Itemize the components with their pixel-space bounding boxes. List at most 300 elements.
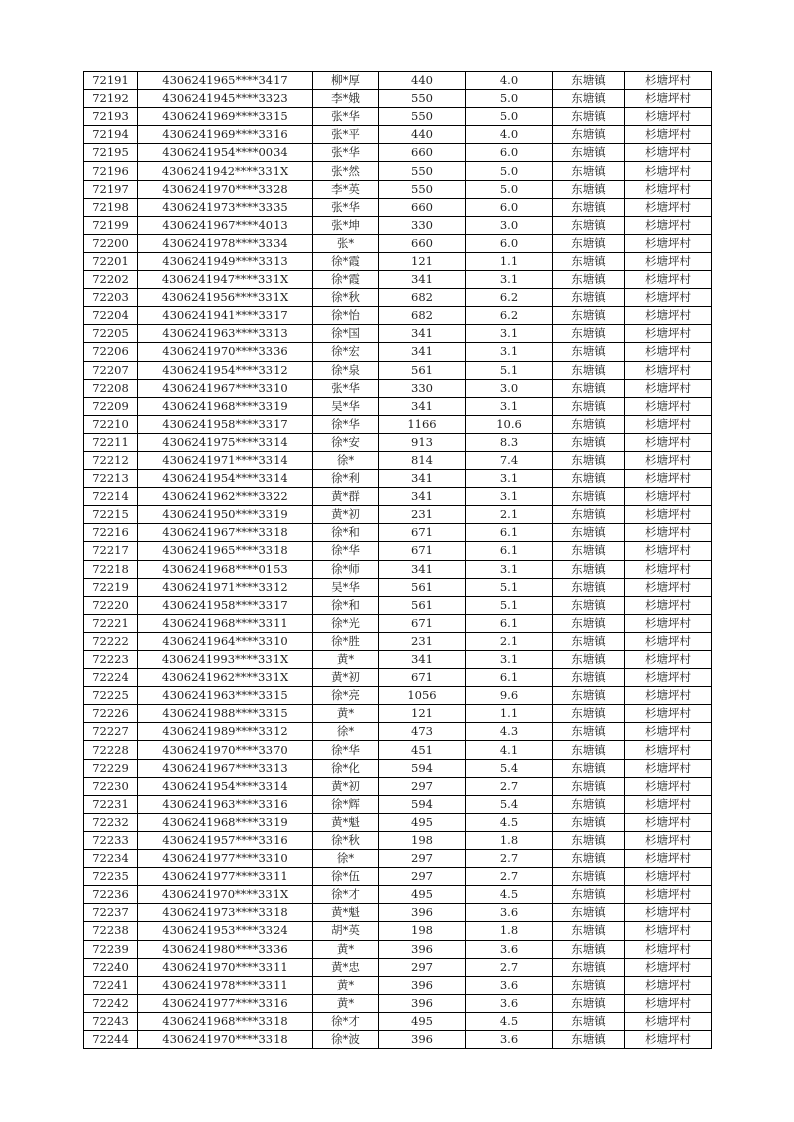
record-number-cell: 72209	[84, 397, 138, 415]
village-cell: 杉塘坪村	[625, 795, 712, 813]
quantity-cell: 2.1	[466, 632, 553, 650]
id-number-cell: 4306241989****3312	[138, 723, 313, 741]
record-number-cell: 72192	[84, 90, 138, 108]
id-number-cell: 4306241967****3310	[138, 379, 313, 397]
table-row	[84, 777, 712, 795]
table-row	[84, 234, 712, 252]
person-name-cell: 徐*才	[313, 886, 379, 904]
quantity-cell: 4.5	[466, 886, 553, 904]
amount-cell: 341	[379, 560, 466, 578]
record-number-cell: 72229	[84, 759, 138, 777]
amount-cell: 495	[379, 813, 466, 831]
person-name-cell: 张*平	[313, 126, 379, 144]
table-row	[84, 560, 712, 578]
table-row	[84, 289, 712, 307]
quantity-cell: 1.1	[466, 705, 553, 723]
town-cell: 东塘镇	[553, 705, 625, 723]
id-number-cell: 4306241970****3318	[138, 1030, 313, 1048]
id-number-cell: 4306241967****3313	[138, 759, 313, 777]
record-number-cell: 72236	[84, 886, 138, 904]
table-row	[84, 596, 712, 614]
records-table	[83, 71, 712, 1049]
town-cell: 东塘镇	[553, 723, 625, 741]
quantity-cell: 6.0	[466, 234, 553, 252]
amount-cell: 396	[379, 904, 466, 922]
village-cell: 杉塘坪村	[625, 922, 712, 940]
quantity-cell: 4.0	[466, 126, 553, 144]
record-number-cell: 72195	[84, 144, 138, 162]
person-name-cell: 徐*秋	[313, 289, 379, 307]
quantity-cell: 1.1	[466, 252, 553, 270]
amount-cell: 671	[379, 669, 466, 687]
table-row	[84, 813, 712, 831]
quantity-cell: 6.1	[466, 524, 553, 542]
person-name-cell: 张*华	[313, 379, 379, 397]
town-cell: 东塘镇	[553, 922, 625, 940]
town-cell: 东塘镇	[553, 741, 625, 759]
amount-cell: 121	[379, 705, 466, 723]
records-table-body	[84, 72, 712, 1049]
amount-cell: 473	[379, 723, 466, 741]
person-name-cell: 徐*国	[313, 325, 379, 343]
amount-cell: 660	[379, 198, 466, 216]
quantity-cell: 3.1	[466, 651, 553, 669]
quantity-cell: 4.3	[466, 723, 553, 741]
quantity-cell: 6.0	[466, 198, 553, 216]
village-cell: 杉塘坪村	[625, 958, 712, 976]
town-cell: 东塘镇	[553, 289, 625, 307]
table-row	[84, 831, 712, 849]
village-cell: 杉塘坪村	[625, 632, 712, 650]
record-number-cell: 72194	[84, 126, 138, 144]
town-cell: 东塘镇	[553, 488, 625, 506]
quantity-cell: 3.1	[466, 470, 553, 488]
id-number-cell: 4306241970****331X	[138, 886, 313, 904]
table-row	[84, 524, 712, 542]
person-name-cell: 张*华	[313, 108, 379, 126]
amount-cell: 561	[379, 578, 466, 596]
quantity-cell: 5.0	[466, 180, 553, 198]
record-number-cell: 72205	[84, 325, 138, 343]
village-cell: 杉塘坪村	[625, 578, 712, 596]
village-cell: 杉塘坪村	[625, 488, 712, 506]
person-name-cell: 吴*华	[313, 578, 379, 596]
amount-cell: 341	[379, 470, 466, 488]
person-name-cell: 徐*华	[313, 415, 379, 433]
village-cell: 杉塘坪村	[625, 307, 712, 325]
amount-cell: 297	[379, 958, 466, 976]
person-name-cell: 黄*	[313, 994, 379, 1012]
town-cell: 东塘镇	[553, 542, 625, 560]
id-number-cell: 4306241963****3313	[138, 325, 313, 343]
amount-cell: 682	[379, 307, 466, 325]
record-number-cell: 72191	[84, 72, 138, 90]
town-cell: 东塘镇	[553, 506, 625, 524]
quantity-cell: 1.8	[466, 922, 553, 940]
person-name-cell: 黄*魁	[313, 904, 379, 922]
id-number-cell: 4306241968****0153	[138, 560, 313, 578]
quantity-cell: 3.6	[466, 1030, 553, 1048]
person-name-cell: 徐*和	[313, 596, 379, 614]
table-row	[84, 307, 712, 325]
record-number-cell: 72243	[84, 1012, 138, 1030]
quantity-cell: 5.1	[466, 578, 553, 596]
table-row	[84, 994, 712, 1012]
table-row	[84, 723, 712, 741]
village-cell: 杉塘坪村	[625, 868, 712, 886]
town-cell: 东塘镇	[553, 632, 625, 650]
village-cell: 杉塘坪村	[625, 777, 712, 795]
person-name-cell: 黄*魁	[313, 813, 379, 831]
village-cell: 杉塘坪村	[625, 379, 712, 397]
record-number-cell: 72238	[84, 922, 138, 940]
amount-cell: 561	[379, 361, 466, 379]
amount-cell: 1166	[379, 415, 466, 433]
quantity-cell: 6.1	[466, 542, 553, 560]
table-row	[84, 1030, 712, 1048]
id-number-cell: 4306241993****331X	[138, 651, 313, 669]
person-name-cell: 黄*初	[313, 506, 379, 524]
amount-cell: 660	[379, 234, 466, 252]
id-number-cell: 4306241965****3417	[138, 72, 313, 90]
id-number-cell: 4306241988****3315	[138, 705, 313, 723]
quantity-cell: 3.1	[466, 271, 553, 289]
person-name-cell: 徐*华	[313, 542, 379, 560]
village-cell: 杉塘坪村	[625, 72, 712, 90]
town-cell: 东塘镇	[553, 90, 625, 108]
town-cell: 东塘镇	[553, 343, 625, 361]
village-cell: 杉塘坪村	[625, 506, 712, 524]
id-number-cell: 4306241962****3322	[138, 488, 313, 506]
quantity-cell: 6.2	[466, 307, 553, 325]
town-cell: 东塘镇	[553, 325, 625, 343]
quantity-cell: 6.1	[466, 669, 553, 687]
amount-cell: 440	[379, 126, 466, 144]
amount-cell: 297	[379, 850, 466, 868]
table-row	[84, 578, 712, 596]
quantity-cell: 5.1	[466, 596, 553, 614]
quantity-cell: 4.5	[466, 813, 553, 831]
amount-cell: 451	[379, 741, 466, 759]
quantity-cell: 6.2	[466, 289, 553, 307]
town-cell: 东塘镇	[553, 271, 625, 289]
quantity-cell: 5.4	[466, 795, 553, 813]
record-number-cell: 72215	[84, 506, 138, 524]
id-number-cell: 4306241949****3313	[138, 252, 313, 270]
amount-cell: 198	[379, 922, 466, 940]
town-cell: 东塘镇	[553, 596, 625, 614]
amount-cell: 341	[379, 651, 466, 669]
person-name-cell: 徐*霞	[313, 271, 379, 289]
town-cell: 东塘镇	[553, 234, 625, 252]
village-cell: 杉塘坪村	[625, 1030, 712, 1048]
amount-cell: 198	[379, 831, 466, 849]
id-number-cell: 4306241968****3311	[138, 614, 313, 632]
id-number-cell: 4306241967****3318	[138, 524, 313, 542]
table-row	[84, 216, 712, 234]
village-cell: 杉塘坪村	[625, 831, 712, 849]
table-row	[84, 108, 712, 126]
village-cell: 杉塘坪村	[625, 397, 712, 415]
amount-cell: 396	[379, 976, 466, 994]
record-number-cell: 72208	[84, 379, 138, 397]
amount-cell: 550	[379, 108, 466, 126]
id-number-cell: 4306241945****3323	[138, 90, 313, 108]
village-cell: 杉塘坪村	[625, 705, 712, 723]
person-name-cell: 黄*群	[313, 488, 379, 506]
table-row	[84, 1012, 712, 1030]
id-number-cell: 4306241978****3311	[138, 976, 313, 994]
record-number-cell: 72217	[84, 542, 138, 560]
amount-cell: 550	[379, 180, 466, 198]
person-name-cell: 徐*和	[313, 524, 379, 542]
id-number-cell: 4306241963****3315	[138, 687, 313, 705]
id-number-cell: 4306241970****3311	[138, 958, 313, 976]
record-number-cell: 72237	[84, 904, 138, 922]
record-number-cell: 72199	[84, 216, 138, 234]
amount-cell: 396	[379, 940, 466, 958]
quantity-cell: 7.4	[466, 451, 553, 469]
table-row	[84, 868, 712, 886]
village-cell: 杉塘坪村	[625, 433, 712, 451]
village-cell: 杉塘坪村	[625, 976, 712, 994]
town-cell: 东塘镇	[553, 958, 625, 976]
village-cell: 杉塘坪村	[625, 524, 712, 542]
quantity-cell: 6.0	[466, 144, 553, 162]
record-number-cell: 72223	[84, 651, 138, 669]
village-cell: 杉塘坪村	[625, 759, 712, 777]
table-row	[84, 271, 712, 289]
village-cell: 杉塘坪村	[625, 813, 712, 831]
person-name-cell: 黄*	[313, 651, 379, 669]
village-cell: 杉塘坪村	[625, 904, 712, 922]
table-row	[84, 886, 712, 904]
record-number-cell: 72197	[84, 180, 138, 198]
town-cell: 东塘镇	[553, 415, 625, 433]
village-cell: 杉塘坪村	[625, 234, 712, 252]
village-cell: 杉塘坪村	[625, 144, 712, 162]
quantity-cell: 10.6	[466, 415, 553, 433]
village-cell: 杉塘坪村	[625, 560, 712, 578]
table-row	[84, 90, 712, 108]
town-cell: 东塘镇	[553, 397, 625, 415]
person-name-cell: 徐*	[313, 451, 379, 469]
town-cell: 东塘镇	[553, 614, 625, 632]
town-cell: 东塘镇	[553, 813, 625, 831]
amount-cell: 330	[379, 216, 466, 234]
person-name-cell: 徐*师	[313, 560, 379, 578]
table-row	[84, 651, 712, 669]
record-number-cell: 72218	[84, 560, 138, 578]
id-number-cell: 4306241970****3370	[138, 741, 313, 759]
record-number-cell: 72211	[84, 433, 138, 451]
person-name-cell: 黄*忠	[313, 958, 379, 976]
town-cell: 东塘镇	[553, 198, 625, 216]
person-name-cell: 徐*怡	[313, 307, 379, 325]
person-name-cell: 徐*霞	[313, 252, 379, 270]
id-number-cell: 4306241954****0034	[138, 144, 313, 162]
person-name-cell: 徐*宏	[313, 343, 379, 361]
id-number-cell: 4306241975****3314	[138, 433, 313, 451]
person-name-cell: 徐*波	[313, 1030, 379, 1048]
village-cell: 杉塘坪村	[625, 126, 712, 144]
id-number-cell: 4306241958****3317	[138, 415, 313, 433]
table-row	[84, 144, 712, 162]
village-cell: 杉塘坪村	[625, 162, 712, 180]
town-cell: 东塘镇	[553, 759, 625, 777]
village-cell: 杉塘坪村	[625, 741, 712, 759]
record-number-cell: 72222	[84, 632, 138, 650]
town-cell: 东塘镇	[553, 777, 625, 795]
town-cell: 东塘镇	[553, 433, 625, 451]
id-number-cell: 4306241969****3315	[138, 108, 313, 126]
town-cell: 东塘镇	[553, 180, 625, 198]
person-name-cell: 李*娥	[313, 90, 379, 108]
id-number-cell: 4306241968****3318	[138, 1012, 313, 1030]
amount-cell: 913	[379, 433, 466, 451]
town-cell: 东塘镇	[553, 578, 625, 596]
record-number-cell: 72201	[84, 252, 138, 270]
table-row	[84, 542, 712, 560]
table-row	[84, 180, 712, 198]
quantity-cell: 3.1	[466, 325, 553, 343]
amount-cell: 1056	[379, 687, 466, 705]
quantity-cell: 5.0	[466, 108, 553, 126]
record-number-cell: 72196	[84, 162, 138, 180]
town-cell: 东塘镇	[553, 560, 625, 578]
quantity-cell: 5.0	[466, 90, 553, 108]
village-cell: 杉塘坪村	[625, 289, 712, 307]
person-name-cell: 徐*化	[313, 759, 379, 777]
table-row	[84, 397, 712, 415]
record-number-cell: 72198	[84, 198, 138, 216]
quantity-cell: 2.7	[466, 777, 553, 795]
village-cell: 杉塘坪村	[625, 614, 712, 632]
amount-cell: 440	[379, 72, 466, 90]
person-name-cell: 胡*英	[313, 922, 379, 940]
amount-cell: 330	[379, 379, 466, 397]
person-name-cell: 徐*安	[313, 433, 379, 451]
amount-cell: 396	[379, 1030, 466, 1048]
quantity-cell: 5.0	[466, 162, 553, 180]
quantity-cell: 2.7	[466, 958, 553, 976]
town-cell: 东塘镇	[553, 795, 625, 813]
person-name-cell: 徐*秋	[313, 831, 379, 849]
village-cell: 杉塘坪村	[625, 198, 712, 216]
record-number-cell: 72213	[84, 470, 138, 488]
amount-cell: 495	[379, 1012, 466, 1030]
town-cell: 东塘镇	[553, 72, 625, 90]
person-name-cell: 徐*光	[313, 614, 379, 632]
person-name-cell: 张*然	[313, 162, 379, 180]
amount-cell: 660	[379, 144, 466, 162]
table-row	[84, 488, 712, 506]
record-number-cell: 72214	[84, 488, 138, 506]
person-name-cell: 徐*利	[313, 470, 379, 488]
town-cell: 东塘镇	[553, 108, 625, 126]
village-cell: 杉塘坪村	[625, 271, 712, 289]
table-row	[84, 162, 712, 180]
table-row	[84, 415, 712, 433]
village-cell: 杉塘坪村	[625, 723, 712, 741]
record-number-cell: 72219	[84, 578, 138, 596]
id-number-cell: 4306241962****331X	[138, 669, 313, 687]
person-name-cell: 徐*华	[313, 741, 379, 759]
table-row	[84, 669, 712, 687]
table-row	[84, 325, 712, 343]
amount-cell: 594	[379, 795, 466, 813]
table-row	[84, 687, 712, 705]
person-name-cell: 张*华	[313, 198, 379, 216]
town-cell: 东塘镇	[553, 831, 625, 849]
village-cell: 杉塘坪村	[625, 1012, 712, 1030]
town-cell: 东塘镇	[553, 976, 625, 994]
quantity-cell: 3.0	[466, 216, 553, 234]
table-row	[84, 343, 712, 361]
table-row	[84, 904, 712, 922]
record-number-cell: 72225	[84, 687, 138, 705]
id-number-cell: 4306241957****3316	[138, 831, 313, 849]
person-name-cell: 徐*	[313, 723, 379, 741]
table-row	[84, 361, 712, 379]
person-name-cell: 黄*初	[313, 669, 379, 687]
record-number-cell: 72226	[84, 705, 138, 723]
record-number-cell: 72202	[84, 271, 138, 289]
person-name-cell: 黄*	[313, 940, 379, 958]
village-cell: 杉塘坪村	[625, 542, 712, 560]
id-number-cell: 4306241969****3316	[138, 126, 313, 144]
id-number-cell: 4306241968****3319	[138, 813, 313, 831]
person-name-cell: 李*英	[313, 180, 379, 198]
village-cell: 杉塘坪村	[625, 850, 712, 868]
village-cell: 杉塘坪村	[625, 361, 712, 379]
table-row	[84, 198, 712, 216]
table-row	[84, 614, 712, 632]
quantity-cell: 4.1	[466, 741, 553, 759]
amount-cell: 341	[379, 343, 466, 361]
record-number-cell: 72242	[84, 994, 138, 1012]
quantity-cell: 6.1	[466, 614, 553, 632]
quantity-cell: 3.1	[466, 488, 553, 506]
amount-cell: 231	[379, 632, 466, 650]
table-row	[84, 506, 712, 524]
amount-cell: 231	[379, 506, 466, 524]
id-number-cell: 4306241970****3336	[138, 343, 313, 361]
amount-cell: 814	[379, 451, 466, 469]
person-name-cell: 徐*	[313, 850, 379, 868]
person-name-cell: 徐*泉	[313, 361, 379, 379]
village-cell: 杉塘坪村	[625, 108, 712, 126]
person-name-cell: 徐*辉	[313, 795, 379, 813]
amount-cell: 341	[379, 488, 466, 506]
record-number-cell: 72228	[84, 741, 138, 759]
record-number-cell: 72203	[84, 289, 138, 307]
person-name-cell: 徐*亮	[313, 687, 379, 705]
amount-cell: 550	[379, 162, 466, 180]
amount-cell: 495	[379, 886, 466, 904]
village-cell: 杉塘坪村	[625, 886, 712, 904]
id-number-cell: 4306241977****3316	[138, 994, 313, 1012]
person-name-cell: 徐*才	[313, 1012, 379, 1030]
record-number-cell: 72207	[84, 361, 138, 379]
quantity-cell: 1.8	[466, 831, 553, 849]
table-row	[84, 958, 712, 976]
town-cell: 东塘镇	[553, 524, 625, 542]
person-name-cell: 张*	[313, 234, 379, 252]
id-number-cell: 4306241954****3314	[138, 470, 313, 488]
record-number-cell: 72231	[84, 795, 138, 813]
id-number-cell: 4306241980****3336	[138, 940, 313, 958]
